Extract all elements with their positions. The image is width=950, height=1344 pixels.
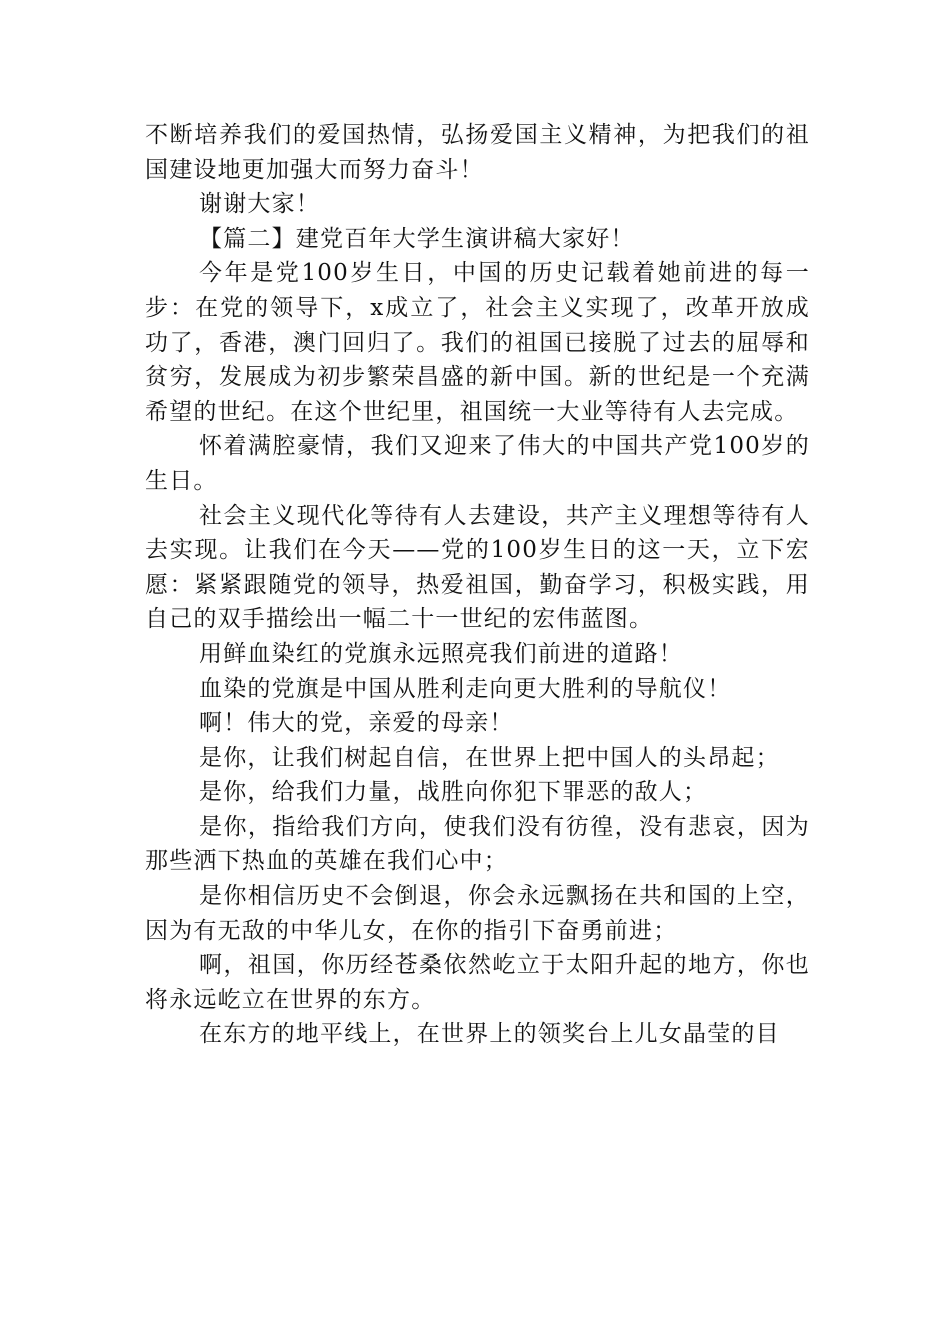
section-heading: 【篇二】建党百年大学生演讲稿大家好！ bbox=[199, 225, 635, 252]
paragraph: 啊！伟大的党，亲爱的母亲！ bbox=[199, 710, 514, 737]
paragraph-continued: 不断培养我们的爱国热情，弘扬爱国主义精神，为把我们的祖国建设地更加强大而努力奋斗！ bbox=[145, 122, 810, 183]
paragraph-thanks: 谢谢大家！ bbox=[199, 191, 320, 218]
paragraph: 血染的党旗是中国从胜利走向更大胜利的导航仪！ bbox=[199, 675, 732, 702]
document-body bbox=[145, 118, 810, 1052]
paragraph: 啊，祖国，你历经苍桑依然屹立于太阳升起的地方，你也将永远屹立在世界的东方。 bbox=[145, 952, 810, 1013]
paragraph-truncated: 在东方的地平线上，在世界上的领奖台上儿女晶莹的目 bbox=[199, 1021, 780, 1048]
paragraph: 怀着满腔豪情，我们又迎来了伟大的中国共产党100岁的生日。 bbox=[145, 433, 810, 494]
paragraph: 是你相信历史不会倒退，你会永远飘扬在共和国的上空，因为有无敌的中华儿女，在你的指引下奋勇前进； bbox=[145, 883, 810, 944]
paragraph: 今年是党100岁生日，中国的历史记载着她前进的每一步：在党的领导下，x成立了，社会主义实现了，改革开放成功了，香港，澳门回归了。我们的祖国已接脱了过去的屈辱和贫穷，发展成为初步繁荣昌盛的新中国。新的世纪是一个充满希望的世纪。在这个世纪里，祖国统一大业等待有人去完成。 bbox=[145, 260, 810, 425]
paragraph: 用鲜血染红的党旗永远照亮我们前进的道路！ bbox=[199, 640, 683, 667]
paragraph: 是你，指给我们方向，使我们没有彷徨，没有悲哀，因为那些洒下热血的英雄在我们心中； bbox=[145, 813, 810, 875]
paragraph: 社会主义现代化等待有人去建设，共产主义理想等待有人去实现。让我们在今天——党的100岁生日的这一天，立下宏愿：紧紧跟随党的领导，热爱祖国，勤奋学习，积极实践，用自己的双手描绘出一幅二十一世纪的宏伟蓝图。 bbox=[145, 502, 810, 633]
paragraph: 是你，给我们力量，战胜向你犯下罪恶的敌人； bbox=[199, 779, 708, 806]
paragraph: 是你，让我们树起自信，在世界上把中国人的头昂起； bbox=[199, 744, 780, 771]
